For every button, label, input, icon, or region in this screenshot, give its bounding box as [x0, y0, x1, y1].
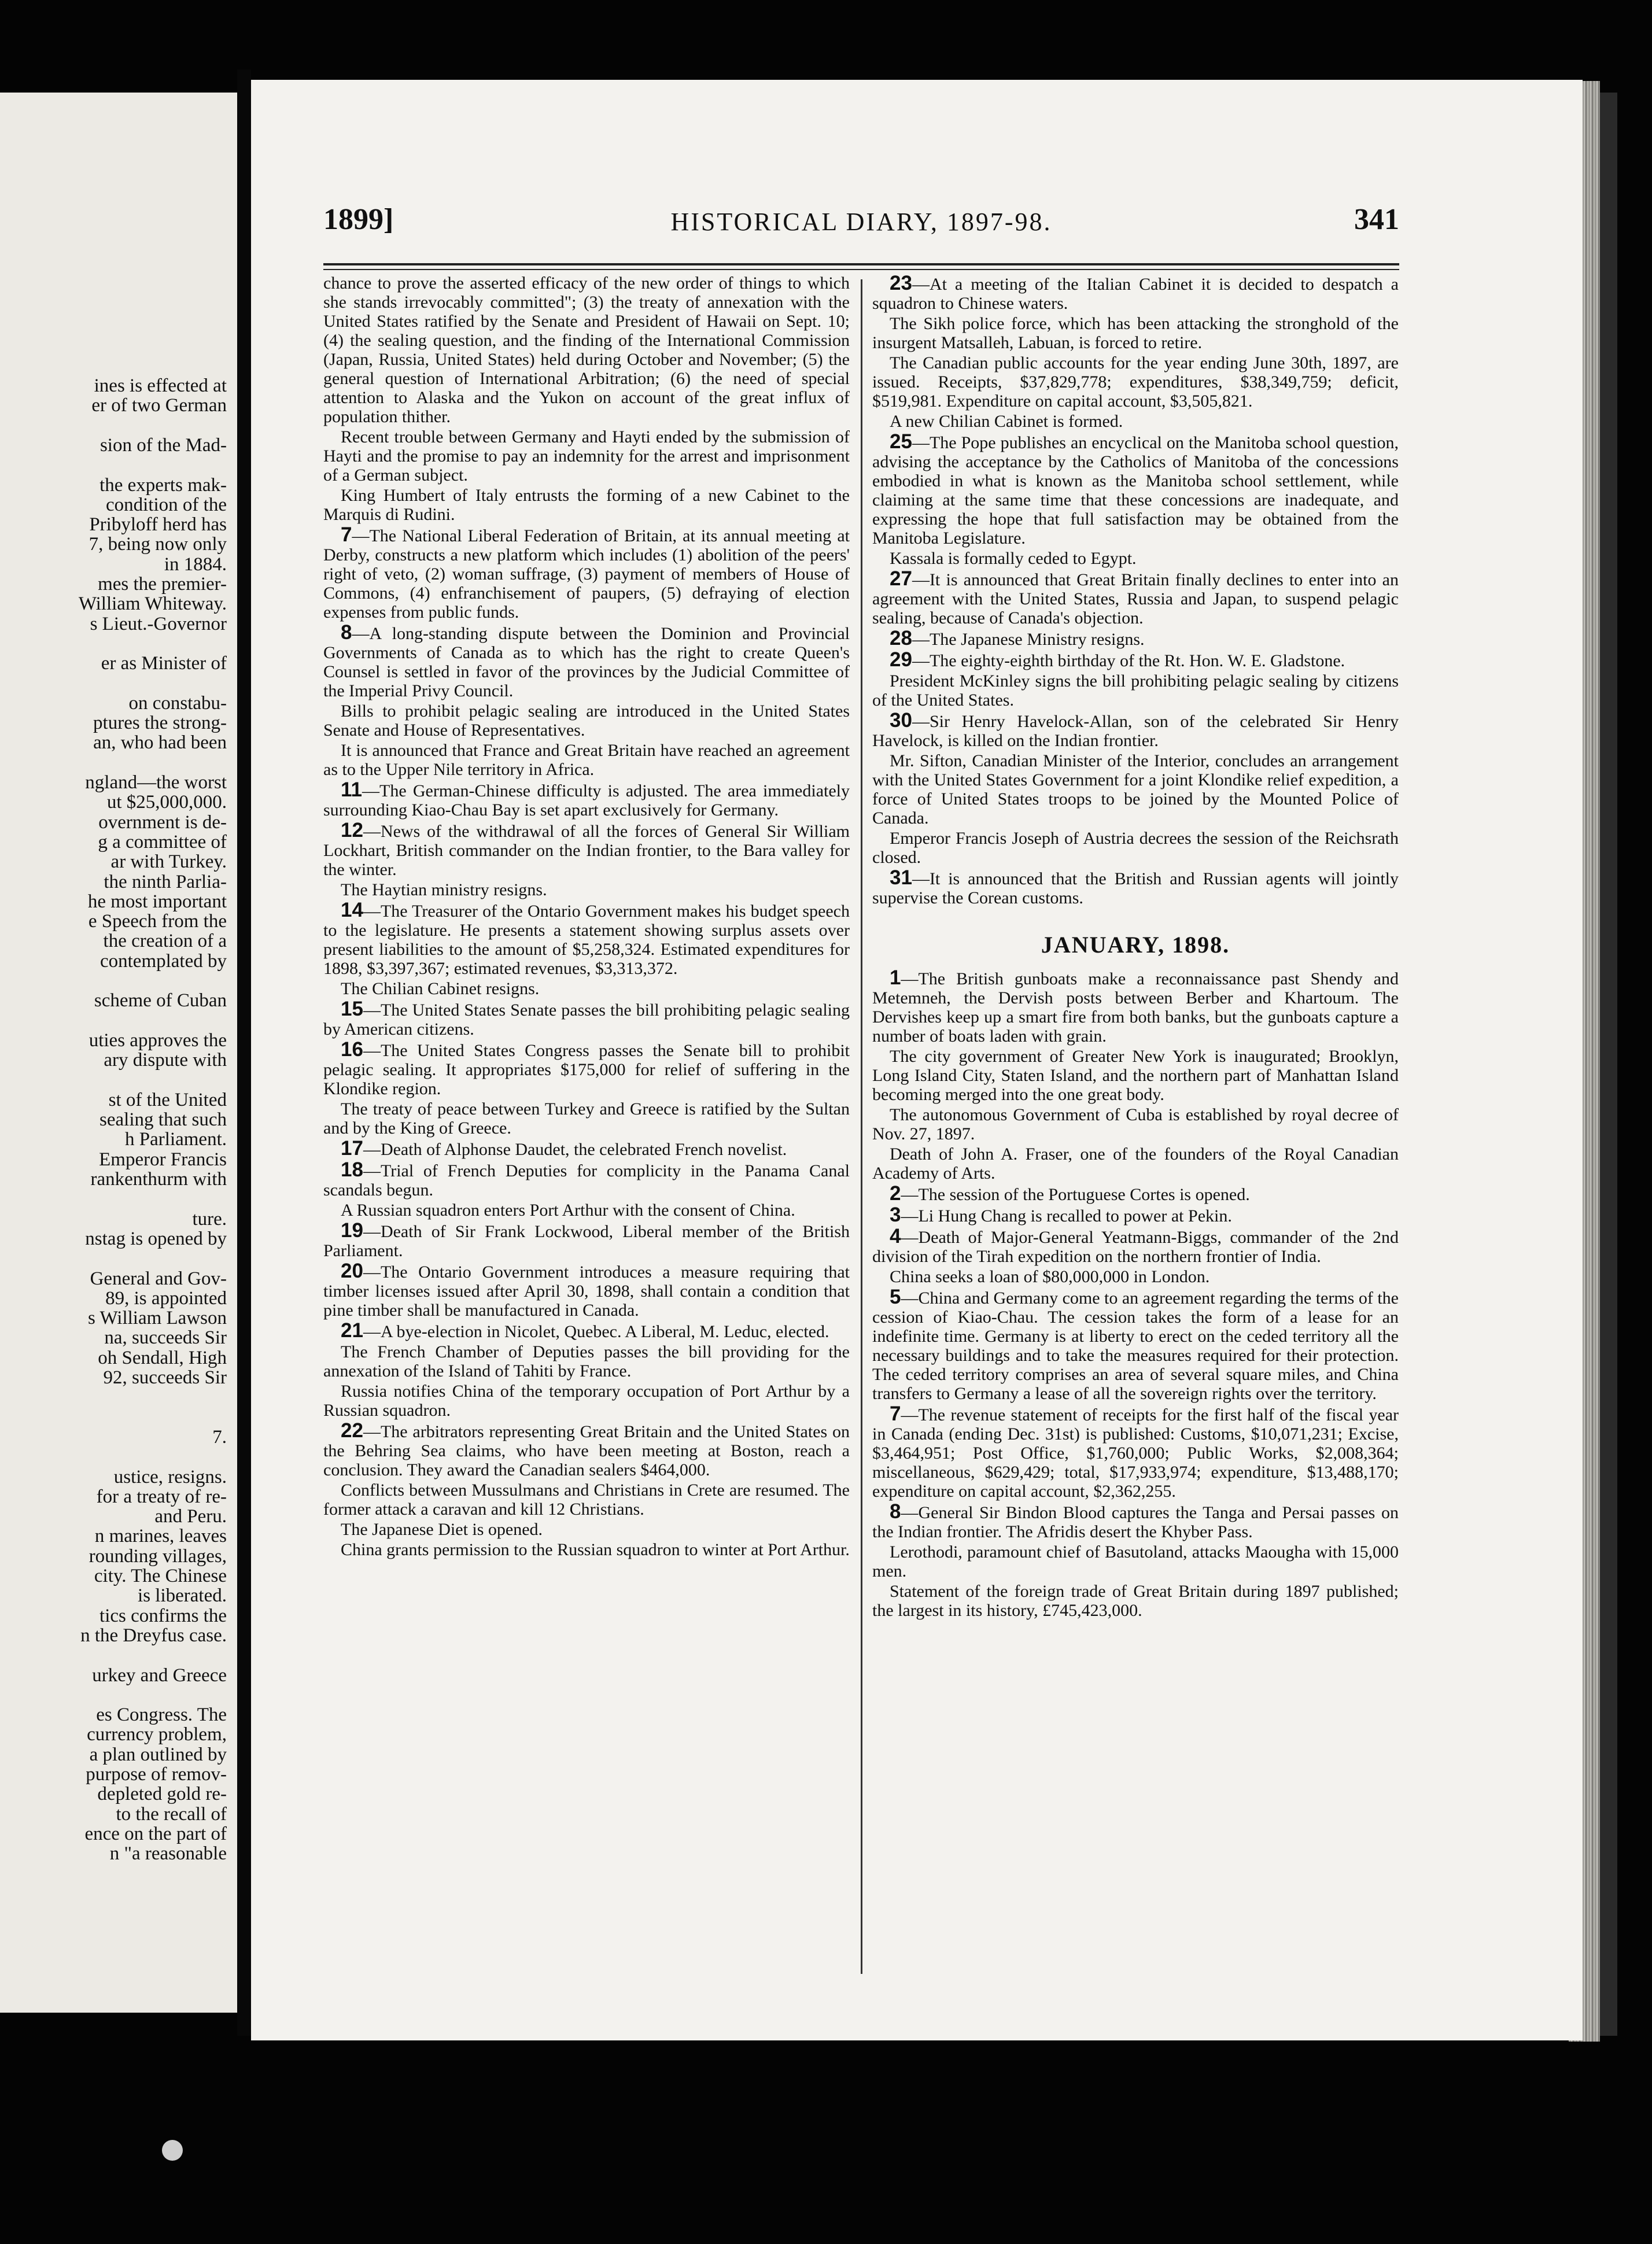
- facing-page-line: William Whiteway.: [78, 593, 227, 615]
- facing-page-line: oh Sendall, High: [98, 1347, 227, 1368]
- facing-page-line: n the Dreyfus case.: [80, 1625, 227, 1646]
- book-page: [251, 80, 1583, 2040]
- facing-page-line: sion of the Mad-: [99, 434, 227, 456]
- entry-text: The French Chamber of Deputies passes the bill providing for the annexation of the Island of Tahiti by France.: [323, 1342, 850, 1381]
- diary-entry: [872, 629, 1399, 649]
- diary-entry: [872, 274, 1399, 313]
- facing-page-line: to the recall of: [116, 1803, 227, 1825]
- facing-page-line: on constabu-: [128, 692, 227, 714]
- diary-entry: [323, 1520, 850, 1539]
- diary-entry: [323, 525, 850, 622]
- diary-entry: [872, 671, 1399, 710]
- facing-page-line: condition of the: [106, 494, 227, 515]
- entry-date: 25: [890, 430, 912, 453]
- facing-page-line: rounding villages,: [89, 1545, 227, 1567]
- diary-entry: [323, 1421, 850, 1479]
- entry-text: —The Japanese Ministry resigns.: [912, 630, 1145, 649]
- entry-text: —The eighty-eighth birthday of the Rt. Hon. W. E. Gladstone.: [912, 651, 1345, 670]
- entry-text: The treaty of peace between Turkey and Greece is ratified by the Sultan and by the King of Greece.: [323, 1099, 850, 1138]
- diary-entry: [323, 999, 850, 1039]
- facing-page-line: scheme of Cuban: [94, 990, 227, 1012]
- entry-text: —The British gunboats make a reconnaissance past Shendy and Metemneh, the Dervish posts between Berber and Khartoum. The Dervishes keep up a smart fire from both banks, but the gunboats capture a number of boats laden with grain.: [872, 969, 1399, 1046]
- header-rule-thick: [323, 263, 1399, 265]
- running-head-title: HISTORICAL DIARY, 1897-98.: [670, 208, 1052, 236]
- entry-text: The Haytian ministry resigns.: [341, 880, 547, 899]
- facing-page-line: for a treaty of re-: [96, 1486, 227, 1507]
- facing-page-line: the ninth Parlia-: [104, 871, 227, 892]
- right-column: [872, 274, 1399, 1621]
- entry-date: 12: [341, 819, 363, 842]
- january-entries: [872, 968, 1399, 1620]
- page-edge-shadow: [1600, 93, 1617, 2036]
- entry-date: 16: [341, 1038, 363, 1061]
- facing-page-line: currency problem,: [87, 1724, 227, 1745]
- entry-date: 7: [890, 1403, 901, 1425]
- facing-page-line: er as Minister of: [101, 653, 227, 674]
- entry-text: —Li Hung Chang is recalled to power at Pekin.: [901, 1206, 1232, 1226]
- entry-text: —Death of Sir Frank Lockwood, Liberal member of the British Parliament.: [323, 1222, 850, 1260]
- entry-date: 8: [890, 1500, 901, 1523]
- facing-page-line: ustice, resigns.: [113, 1466, 227, 1488]
- entry-text: The autonomous Government of Cuba is established by royal decree of Nov. 27, 1897.: [872, 1105, 1399, 1143]
- entry-text: The Japanese Diet is opened.: [341, 1520, 543, 1539]
- facing-page-line: n "a reasonable: [109, 1843, 227, 1865]
- facing-page-line: 89, is appointed: [105, 1287, 227, 1309]
- diary-entry: [323, 486, 850, 524]
- diary-entry: [323, 900, 850, 978]
- facing-page-line: ar with Turkey.: [110, 851, 227, 873]
- entry-date: 3: [890, 1204, 901, 1226]
- diary-entry: [872, 1145, 1399, 1183]
- entry-date: 31: [890, 866, 912, 889]
- facing-page-line: 7.: [212, 1426, 227, 1448]
- diary-entry: [872, 968, 1399, 1046]
- entry-text: Kassala is formally ceded to Egypt.: [890, 549, 1137, 568]
- entry-date: 2: [890, 1182, 901, 1205]
- diary-entry: [323, 1160, 850, 1199]
- entry-date: 22: [341, 1419, 363, 1442]
- diary-entry: [872, 751, 1399, 828]
- entry-date: 11: [341, 778, 362, 801]
- entry-text: A Russian squadron enters Port Arthur with the consent of China.: [341, 1201, 795, 1220]
- diary-entry: [323, 274, 850, 426]
- entry-text: —The revenue statement of receipts for the first half of the fiscal year in Canada (ending Dec. 31st) is published: Customs, $10,071,231; Excise, $3,464,951; Post Office, $1,760,000; Public Works, $2,008,364; miscellaneous, $629,429; total, $17,933,974; expenditure, $13,488,170; expenditure on capital account, $2,362,255.: [872, 1405, 1399, 1501]
- diary-entry: [872, 1205, 1399, 1226]
- entry-text: chance to prove the asserted efficacy of the new order of things to which she stands irrevocably committed"; (3) the treaty of annexation with the United States ratified by the Senate and President of Hawaii on Sept. 10; (4) the sealing question, and the finding of the International Commission (Japan, Russia, United States) held during October and November; (5) the general question of International Arbitration; (6) the need of special attention to Alaska and the Yukon on account of the great influx of population thither.: [323, 274, 850, 426]
- diary-entry: [323, 1481, 850, 1519]
- entry-date: 4: [890, 1225, 901, 1248]
- entry-text: —Death of Major-General Yeatmann-Biggs, commander of the 2nd division of the Tirah expedition on the northern frontier of India.: [872, 1228, 1399, 1266]
- diary-entry: [323, 1261, 850, 1320]
- diary-entry: [323, 1540, 850, 1559]
- facing-page-line: ence on the part of: [84, 1823, 227, 1844]
- facing-page-line: depleted gold re-: [97, 1784, 227, 1805]
- entry-text: Conflicts between Mussulmans and Christians in Crete are resumed. The former attack a caravan and kill 12 Christians.: [323, 1481, 850, 1519]
- entry-text: —News of the withdrawal of all the forces of General Sir William Lockhart, British commander on the Indian frontier, to the Bara valley for the winter.: [323, 822, 850, 879]
- entry-date: 17: [341, 1137, 363, 1160]
- entry-text: Death of John A. Fraser, one of the founders of the Royal Canadian Academy of Arts.: [872, 1145, 1399, 1183]
- diary-entry: [872, 353, 1399, 411]
- entry-text: —It is announced that Great Britain finally declines to enter into an agreement with the United States, Russia and Japan, to suspend pelagic sealing, because of Canada's objection.: [872, 570, 1399, 628]
- facing-page-line: g a committee of: [98, 831, 227, 852]
- entry-text: President McKinley signs the bill prohibiting pelagic sealing by citizens of the United States.: [872, 671, 1399, 710]
- header-rule-thin: [323, 269, 1399, 270]
- entry-text: —At a meeting of the Italian Cabinet it is decided to despatch a squadron to Chinese waters.: [872, 275, 1399, 313]
- entry-text: Bills to prohibit pelagic sealing are introduced in the United States Senate and House of Representatives.: [323, 702, 850, 740]
- facing-page-line: city. The Chinese: [94, 1566, 227, 1586]
- diary-entry: [323, 702, 850, 740]
- left-column: [323, 274, 850, 1560]
- entry-text: —The German-Chinese difficulty is adjusted. The area immediately surrounding Kiao-Chau Bay is set apart exclusively for Germany.: [323, 781, 850, 820]
- entry-text: Lerothodi, paramount chief of Basutoland, attacks Maougha with 15,000 men.: [872, 1542, 1399, 1581]
- entry-text: It is announced that France and Great Britain have reached an agreement as to the Upper Nile territory in Africa.: [323, 741, 850, 779]
- diary-entry: [323, 1321, 850, 1341]
- entry-text: —Trial of French Deputies for complicity in the Panama Canal scandals begun.: [323, 1161, 850, 1199]
- diary-entry: [323, 1040, 850, 1098]
- entry-text: China seeks a loan of $80,000,000 in London.: [890, 1267, 1210, 1286]
- facing-page-line: Emperor Francis: [99, 1149, 227, 1170]
- facing-page-line: is liberated.: [138, 1585, 227, 1607]
- diary-entry: [323, 1099, 850, 1138]
- diary-entry: [872, 868, 1399, 907]
- diary-entry: [323, 1382, 850, 1420]
- facing-page-line: 92, succeeds Sir: [103, 1367, 227, 1388]
- diary-entry: [323, 1201, 850, 1220]
- entry-text: —The United States Senate passes the bill prohibiting pelagic sealing by American citizens.: [323, 1001, 850, 1039]
- facing-page-line: n marines, leaves: [94, 1526, 227, 1547]
- entry-date: 28: [890, 627, 912, 649]
- entry-text: —General Sir Bindon Blood captures the Tanga and Persai passes on the Indian frontier. The Afridis desert the Khyber Pass.: [872, 1503, 1399, 1541]
- entry-text: —The Pope publishes an encyclical on the Manitoba school question, advising the acceptance by the Catholics of Manitoba of the concessions embodied in what is known as the Manitoba school settlement, while claiming at the same time that these concessions are inadequate, and expressing the hope that full satisfaction may be obtained from the Manitoba Legislature.: [872, 433, 1399, 548]
- facing-page-line: e Speech from the: [88, 911, 227, 932]
- diary-entry: [872, 569, 1399, 628]
- entry-date: 15: [341, 998, 363, 1020]
- facing-page-line: tics confirms the: [99, 1605, 227, 1626]
- entry-text: The city government of Greater New York is inaugurated; Brooklyn, Long Island City, Staten Island, and the northern part of Manhattan Island becoming merged into the one great body.: [872, 1047, 1399, 1104]
- entry-text: —The United States Congress passes the Senate bill to prohibit pelagic sealing. It appropriates $175,000 for relief of suffering in the Klondike region.: [323, 1041, 850, 1098]
- diary-entry: [872, 412, 1399, 431]
- diary-entry: [872, 711, 1399, 750]
- diary-entry: [323, 1139, 850, 1159]
- diary-entry: [323, 979, 850, 998]
- diary-entry: [872, 1404, 1399, 1501]
- diary-entry: [872, 1184, 1399, 1204]
- running-head-year: 1899]: [323, 203, 394, 236]
- facing-page-line: mes the premier-: [98, 574, 227, 595]
- facing-page-line: urkey and Greece: [92, 1664, 227, 1686]
- facing-page-line: uties approves the: [89, 1029, 227, 1051]
- entry-date: 1: [890, 966, 901, 989]
- diary-entry: [872, 1267, 1399, 1286]
- entry-text: Statement of the foreign trade of Great Britain during 1897 published; the largest in its history, £745,423,000.: [872, 1582, 1399, 1620]
- entry-text: —The arbitrators representing Great Britain and the United States on the Behring Sea claims, who have been meeting at Boston, reach a conclusion. They award the Canadian sealers $464,000.: [323, 1422, 850, 1479]
- facing-page-line: ptures the strong-: [93, 713, 227, 734]
- entry-text: —The session of the Portuguese Cortes is opened.: [901, 1185, 1250, 1204]
- diary-entry: [323, 427, 850, 485]
- facing-page-line: h Parliament.: [125, 1129, 227, 1150]
- section-heading-january-1898: JANUARY, 1898.: [1041, 932, 1230, 958]
- facing-page-line: an, who had been: [93, 732, 227, 754]
- diary-entry: [323, 741, 850, 779]
- entry-text: —Sir Henry Havelock-Allan, son of the celebrated Sir Henry Havelock, is killed on the Indian frontier.: [872, 712, 1399, 750]
- facing-page-line: sealing that such: [99, 1109, 227, 1131]
- column-divider: [861, 279, 862, 1974]
- entry-text: —A bye-election in Nicolet, Quebec. A Liberal, M. Leduc, elected.: [363, 1322, 829, 1341]
- facing-page-line: the creation of a: [103, 931, 227, 952]
- facing-page-line: the experts mak-: [99, 474, 227, 496]
- diary-entry: [872, 432, 1399, 548]
- entry-text: The Chilian Cabinet resigns.: [341, 979, 540, 998]
- facing-page-line: and Peru.: [154, 1506, 227, 1527]
- diary-entry: [872, 1287, 1399, 1403]
- facing-page-line: nstag is opened by: [85, 1228, 227, 1249]
- facing-page-fragment: [0, 93, 237, 2013]
- facing-page-line: na, succeeds Sir: [104, 1327, 227, 1349]
- entry-date: 8: [341, 621, 352, 644]
- facing-page-line: overnment is de-: [98, 811, 227, 833]
- entry-text: Recent trouble between Germany and Hayti ended by the submission of Hayti and the promise to pay an indemnity for the arrest and imprisonment of a German subject.: [323, 427, 850, 485]
- entry-date: 19: [341, 1219, 363, 1242]
- entry-date: 14: [341, 899, 363, 921]
- scan-dust-mark: [162, 2140, 183, 2161]
- entry-text: Emperor Francis Joseph of Austria decrees the session of the Reichsrath closed.: [872, 829, 1399, 867]
- entry-date: 5: [890, 1286, 901, 1308]
- entry-text: —It is announced that the British and Russian agents will jointly supervise the Corean customs.: [872, 869, 1399, 907]
- entry-text: The Sikh police force, which has been attacking the stronghold of the insurgent Matsalleh, Labuan, is forced to retire.: [872, 314, 1399, 352]
- diary-entry: [872, 1047, 1399, 1104]
- diary-entry: [323, 880, 850, 899]
- facing-page-line: ines is effected at: [94, 375, 227, 396]
- diary-entry: [872, 1542, 1399, 1581]
- facing-page-line: ary dispute with: [104, 1050, 227, 1071]
- diary-entry: [872, 1582, 1399, 1620]
- facing-page-line: a plan outlined by: [89, 1744, 227, 1765]
- facing-page-line: ut $25,000,000.: [106, 792, 227, 813]
- entry-text: Mr. Sifton, Canadian Minister of the Interior, concludes an arrangement with the United States Government for a joint Klondike relief expedition, a force of United States troops to be joined by the Mounted Police of Canada.: [872, 751, 1399, 828]
- diary-entry: [872, 1105, 1399, 1143]
- diary-entry: [872, 1502, 1399, 1541]
- diary-entry: [872, 314, 1399, 352]
- facing-page-line: General and Gov-: [90, 1268, 227, 1289]
- page-number: 341: [1354, 203, 1399, 236]
- entry-text: King Humbert of Italy entrusts the forming of a new Cabinet to the Marquis di Rudini.: [323, 486, 850, 524]
- facing-page-line: s William Lawson: [87, 1308, 227, 1329]
- facing-page-line: st of the United: [108, 1089, 227, 1110]
- entry-date: 29: [890, 648, 912, 671]
- facing-page-line: in 1884.: [164, 553, 227, 575]
- entry-date: 27: [890, 567, 912, 590]
- diary-entry: [872, 549, 1399, 568]
- entry-text: Russia notifies China of the temporary occupation of Port Arthur by a Russian squadron.: [323, 1382, 850, 1420]
- diary-entry: [872, 650, 1399, 670]
- diary-entry: [323, 623, 850, 700]
- book-gutter: [237, 69, 251, 2036]
- entry-date: 23: [890, 272, 912, 294]
- facing-page-line: es Congress. The: [96, 1704, 227, 1726]
- facing-page-line: ngland—the worst: [85, 772, 227, 793]
- diary-entry: [323, 821, 850, 879]
- entry-text: —The Ontario Government introduces a measure requiring that timber licenses issued after April 30, 1898, shall contain a condition that pine timber shall be manufactured in Canada.: [323, 1263, 850, 1320]
- facing-page-line: he most important: [87, 891, 227, 912]
- december-entries: [872, 274, 1399, 907]
- entry-date: 30: [890, 709, 912, 732]
- facing-page-line: rankenthurm with: [90, 1169, 227, 1190]
- entry-date: 20: [341, 1260, 363, 1282]
- entry-text: The Canadian public accounts for the year ending June 30th, 1897, are issued. Receipts, $37,829,778; expenditures, $38,349,759; deficit, $519,981. Expenditure on capital account, $3,505,821.: [872, 353, 1399, 411]
- diary-entry: [323, 1342, 850, 1381]
- facing-page-line: ture.: [192, 1208, 227, 1230]
- diary-entry: [872, 1227, 1399, 1266]
- entry-text: —Death of Alphonse Daudet, the celebrated French novelist.: [363, 1140, 787, 1159]
- entry-text: —A long-standing dispute between the Dominion and Provincial Governments of Canada as to which has the right to create Queen's Counsel is settled in favor of the provinces by the Judicial Committee of the Imperial Privy Council.: [323, 624, 850, 700]
- diary-entry: [872, 829, 1399, 867]
- facing-page-line: 7, being now only: [89, 534, 227, 555]
- entry-text: China grants permission to the Russian squadron to winter at Port Arthur.: [341, 1540, 850, 1559]
- facing-page-line: purpose of remov-: [86, 1764, 227, 1785]
- diary-entry: [323, 780, 850, 820]
- facing-page-line: er of two German: [91, 395, 227, 416]
- facing-page-line: contemplated by: [99, 950, 227, 972]
- entry-text: —The National Liberal Federation of Britain, at its annual meeting at Derby, constructs a new platform which includes (1) abolition of the peers' right of veto, (2) woman suffrage, (3) payment of members of House of Commons, (4) enfranchisement of paupers, (5) defraying of election expenses from public funds.: [323, 526, 850, 622]
- entry-date: 18: [341, 1158, 363, 1181]
- facing-page-line: s Lieut.-Governor: [90, 613, 227, 634]
- diary-entry: [323, 1221, 850, 1260]
- entry-text: —China and Germany come to an agreement regarding the terms of the cession of Kiao-Chau. The cession takes the form of a lease for an indefinite time. Germany is at liberty to erect on the ceded territory all the necessary buildings and to take the measures required for their protection. The ceded territory comprises an area of several square miles, and China transfers to Germany a lease of all the sovereign rights over the territory.: [872, 1289, 1399, 1403]
- entry-date: 21: [341, 1319, 363, 1342]
- running-head: [323, 202, 1399, 243]
- entry-text: —The Treasurer of the Ontario Government makes his budget speech to the legislature. He presents a statement showing surplus assets over present liabilities to the amount of $5,258,324. Estimated expenditures for 1898, $3,397,367; estimated revenues, $3,313,372.: [323, 902, 850, 978]
- entry-text: A new Chilian Cabinet is formed.: [890, 412, 1123, 431]
- entry-date: 7: [341, 523, 352, 546]
- facing-page-line: Pribyloff herd has: [89, 514, 227, 536]
